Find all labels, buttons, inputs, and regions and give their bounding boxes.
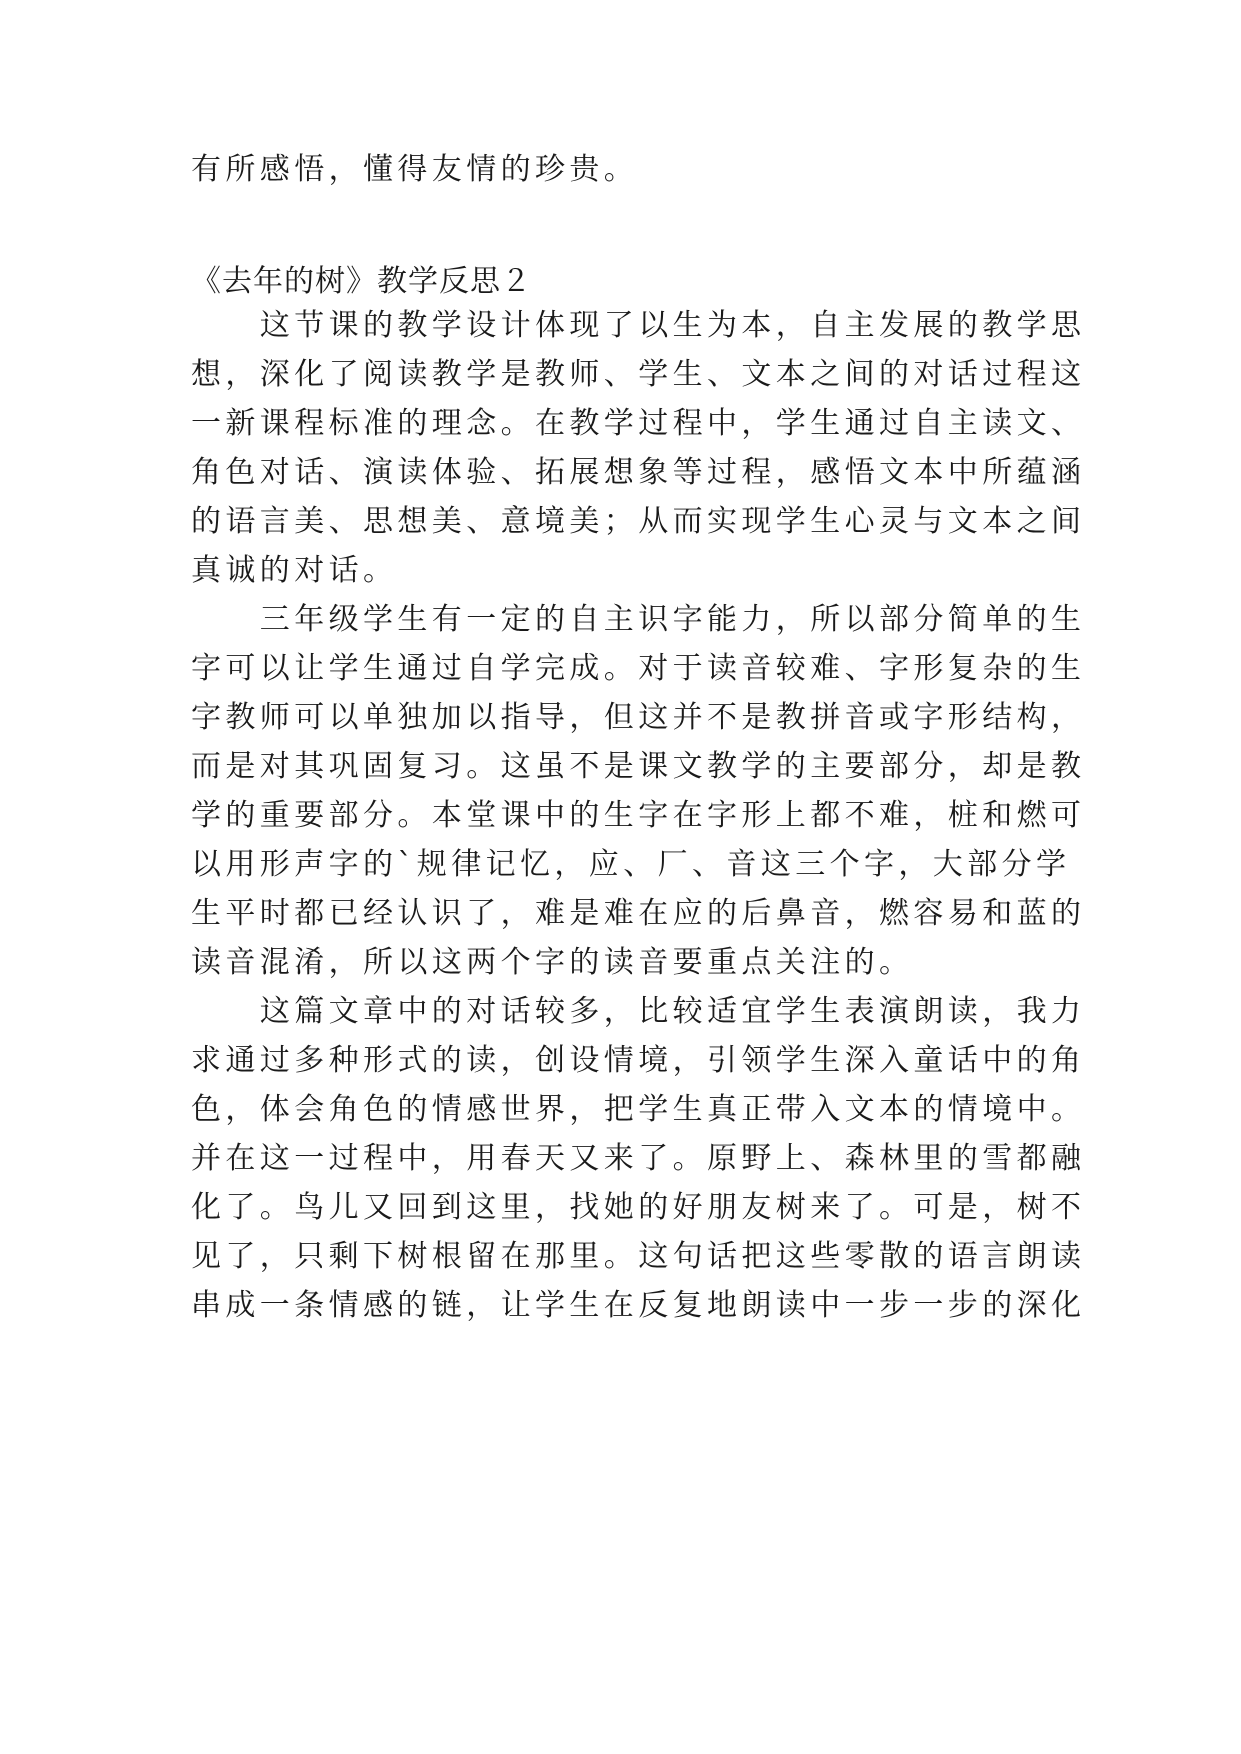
paragraph-line: 想，深化了阅读教学是教师、学生、文本之间的对话过程这 <box>191 357 1086 392</box>
paragraph-line: 读音混淆，所以这两个字的读音要重点关注的。 <box>191 945 914 980</box>
paragraph-line: 而是对其巩固复习。这虽不是课文教学的主要部分，却是教 <box>191 749 1086 784</box>
paragraph-line: 化了。鸟儿又回到这里，找她的好朋友树来了。可是，树不 <box>191 1190 1086 1225</box>
paragraph-line: 字教师可以单独加以指导，但这并不是教拼音或字形结构， <box>191 700 1086 735</box>
paragraph-line: 求通过多种形式的读，创设情境，引领学生深入童话中的角 <box>191 1043 1086 1078</box>
paragraph-line: 串成一条情感的链，让学生在反复地朗读中一步一步的深化 <box>191 1288 1086 1323</box>
section-heading: 《去年的树》教学反思２ <box>191 264 532 299</box>
paragraph-line: 这篇文章中的对话较多，比较适宜学生表演朗读，我力 <box>191 994 1086 1029</box>
paragraph-line: 以用形声字的`规律记忆，应、厂、音这三个字，大部分学 <box>191 847 1071 882</box>
paragraph-line: 学的重要部分。本堂课中的生字在字形上都不难，桩和燃可 <box>191 798 1086 833</box>
paragraph-line: 角色对话、演读体验、拓展想象等过程，感悟文本中所蕴涵 <box>191 455 1086 490</box>
paragraph-line: 一新课程标准的理念。在教学过程中，学生通过自主读文、 <box>191 406 1086 441</box>
intro-line: 有所感悟，懂得友情的珍贵。 <box>191 152 639 187</box>
paragraph-line: 色，体会角色的情感世界，把学生真正带入文本的情境中。 <box>191 1092 1086 1127</box>
paragraph-line: 的语言美、思想美、意境美；从而实现学生心灵与文本之间 <box>191 504 1086 539</box>
paragraph-line: 并在这一过程中，用春天又来了。原野上、森林里的雪都融 <box>191 1141 1086 1176</box>
paragraph-line: 真诚的对话。 <box>191 553 398 588</box>
paragraph-line: 见了，只剩下树根留在那里。这句话把这些零散的语言朗读 <box>191 1239 1086 1274</box>
paragraph-line: 生平时都已经认识了，难是难在应的后鼻音，燃容易和蓝的 <box>191 896 1086 931</box>
paragraph-line: 字可以让学生通过自学完成。对于读音较难、字形复杂的生 <box>191 651 1086 686</box>
paragraph-line: 三年级学生有一定的自主识字能力，所以部分简单的生 <box>191 602 1086 637</box>
paragraph-line: 这节课的教学设计体现了以生为本，自主发展的教学思 <box>191 308 1086 343</box>
